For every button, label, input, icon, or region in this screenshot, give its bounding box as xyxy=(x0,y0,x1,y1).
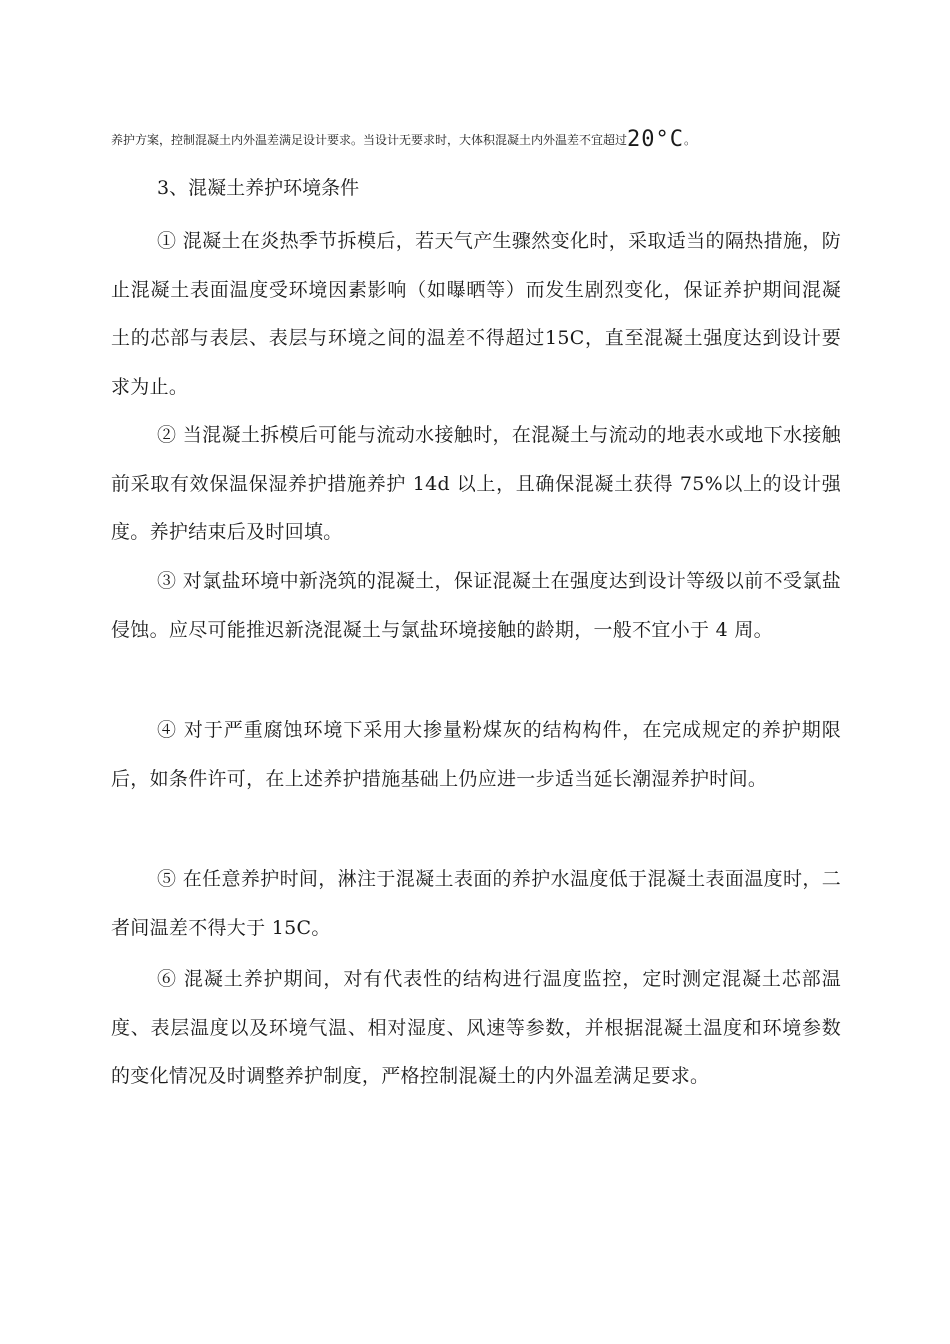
intro-end: 。 xyxy=(684,133,697,147)
paragraph-6: ⑥ 混凝土养护期间，对有代表性的结构进行温度监控，定时测定混凝土芯部温度、表层温度以及环境气温、相对湿度、风速等参数，并根据混凝土温度和环境参数的变化情况及时调整养护制度，严格控制混凝土的内外温差满足要求。 xyxy=(111,968,841,1087)
paragraph-5: ⑤ 在任意养护时间，淋注于混凝土表面的养护水温度低于混凝土表面温度时，二者间温差不得大于 15C。 xyxy=(111,868,841,939)
temperature-limit: 20°C xyxy=(627,127,684,152)
section-heading: 3、混凝土养护环境条件 xyxy=(157,177,360,199)
paragraph-3: ③ 对氯盐环境中新浇筑的混凝土，保证混凝土在强度达到设计等级以前不受氯盐侵蚀。应尽可能推迟新浇混凝土与氯盐环境接触的龄期，一般不宜小于 4 周。 xyxy=(111,570,841,641)
paragraph-4: ④ 对于严重腐蚀环境下采用大掺量粉煤灰的结构构件，在完成规定的养护期限后，如条件许可，在上述养护措施基础上仍应进一步适当延长潮湿养护时间。 xyxy=(111,719,841,790)
intro-line xyxy=(111,128,851,152)
paragraph-2: ② 当混凝土拆模后可能与流动水接触时，在混凝土与流动的地表水或地下水接触前采取有效保温保湿养护措施养护 14d 以上，且确保混凝土获得 75%以上的设计强度。养护结束后及时回填。 xyxy=(111,424,841,543)
paragraph-1: ① 混凝土在炎热季节拆模后，若天气产生骤然变化时，采取适当的隔热措施，防止混凝土表面温度受环境因素影响（如曝晒等）而发生剧烈变化，保证养护期间混凝土的芯部与表层、表层与环境之间的温差不得超过15C，直至混凝土强度达到设计要求为止。 xyxy=(111,230,841,398)
intro-text: 养护方案，控制混凝土内外温差满足设计要求。当设计无要求时，大体积混凝土内外温差不宜超过 xyxy=(111,133,628,147)
